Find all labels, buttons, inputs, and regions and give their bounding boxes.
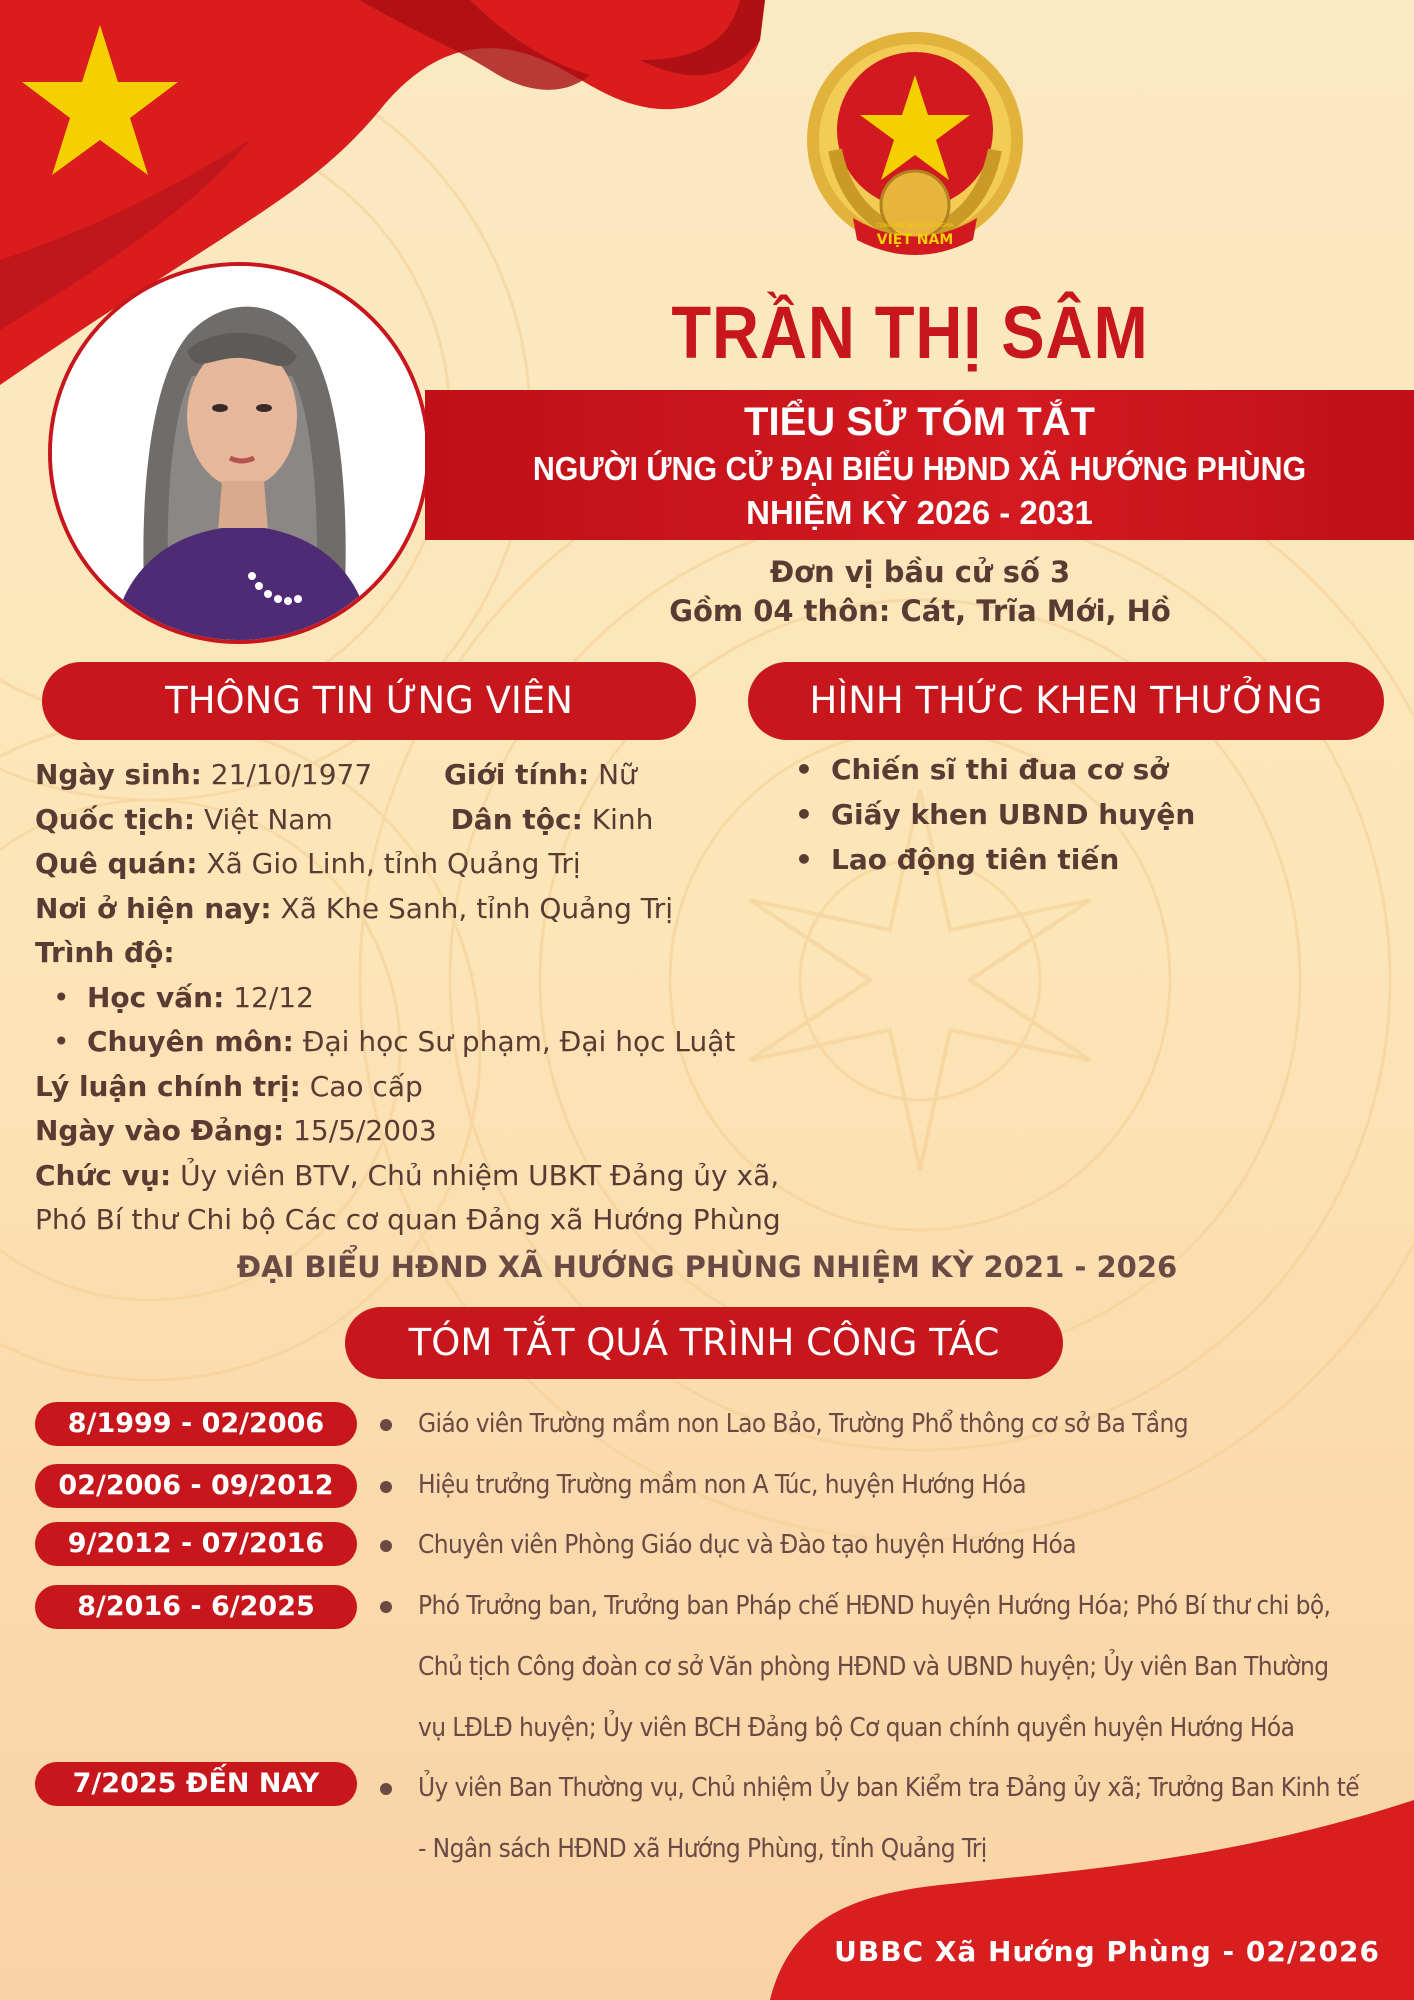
career-period: 02/2006 - 09/2012 bbox=[35, 1464, 357, 1508]
education-label: Trình độ: bbox=[35, 936, 175, 969]
residence-value: Xã Khe Sanh, tỉnh Quảng Trị bbox=[280, 891, 674, 925]
nationality-value: Việt Nam bbox=[203, 802, 333, 836]
dob-label: Ngày sinh: bbox=[35, 758, 202, 791]
hometown-label: Quê quán: bbox=[35, 847, 198, 880]
electoral-unit: Đơn vị bầu cử số 3 bbox=[769, 555, 1071, 589]
career-description bbox=[418, 1576, 1398, 1759]
awards-list bbox=[795, 747, 1195, 882]
info-row-position bbox=[35, 1154, 781, 1199]
career-period: 8/1999 - 02/2006 bbox=[35, 1402, 357, 1446]
general-education-label: Học vấn: bbox=[87, 980, 225, 1014]
hometown-value: Xã Gio Linh, tỉnh Quảng Trị bbox=[206, 847, 581, 880]
political-label: Lý luận chính trị: bbox=[35, 1069, 301, 1103]
info-row-party-date bbox=[35, 1109, 781, 1154]
info-row-political bbox=[35, 1065, 781, 1110]
previous-delegate-term: ĐẠI BIỂU HĐND XÃ HƯỚNG PHÙNG NHIỆM KỲ 2021 - 2026 bbox=[236, 1250, 1178, 1284]
banner-term: NHIỆM KỲ 2026 - 2031 bbox=[746, 494, 1093, 531]
bullet-dot-icon bbox=[380, 1419, 392, 1431]
career-line: Chủ tịch Công đoàn cơ sở Văn phòng HĐND và UBND huyện; Ủy viên Ban Thường bbox=[418, 1652, 1329, 1682]
candidate-photo bbox=[48, 262, 430, 644]
career-line: Giáo viên Trường mầm non Lao Bảo, Trường Phổ thông cơ sở Ba Tầng bbox=[418, 1409, 1188, 1439]
nationality-label: Quốc tịch: bbox=[35, 802, 196, 836]
info-row-general-education bbox=[35, 976, 781, 1021]
career-heading: TÓM TẮT QUÁ TRÌNH CÔNG TÁC bbox=[345, 1307, 1063, 1379]
career-period: 9/2012 - 07/2016 bbox=[35, 1522, 357, 1566]
gender-label: Giới tính: bbox=[443, 758, 590, 791]
general-education-value: 12/12 bbox=[233, 980, 314, 1014]
party-date-label: Ngày vào Đảng: bbox=[35, 1114, 285, 1147]
national-emblem bbox=[795, 30, 1035, 275]
info-row-hometown bbox=[35, 842, 781, 887]
career-description bbox=[418, 1515, 1398, 1576]
career-period: 8/2016 - 6/2025 bbox=[35, 1585, 357, 1629]
career-line: Chuyên viên Phòng Giáo dục và Đào tạo huyện Hướng Hóa bbox=[418, 1530, 1076, 1560]
candidate-name: TRẦN THỊ SÂM bbox=[671, 291, 1149, 374]
candidate-info bbox=[35, 753, 781, 1243]
banner-title: TIỂU SỬ TÓM TẮT bbox=[744, 400, 1095, 444]
info-row-dob-gender bbox=[35, 753, 781, 798]
political-value: Cao cấp bbox=[309, 1069, 423, 1103]
bullet-dot-icon bbox=[380, 1540, 392, 1552]
career-line: Phó Trưởng ban, Trưởng ban Pháp chế HĐND huyện Hướng Hóa; Phó Bí thư chi bộ, bbox=[418, 1591, 1331, 1621]
awards-heading: HÌNH THỨC KHEN THƯỞNG bbox=[748, 662, 1384, 740]
career-description bbox=[418, 1455, 1398, 1516]
career-line: vụ LĐLĐ huyện; Ủy viên BCH Đảng bộ Cơ quan chính quyền huyện Hướng Hóa bbox=[418, 1713, 1295, 1743]
position-label: Chức vụ: bbox=[35, 1158, 172, 1192]
position-value: Ủy viên BTV, Chủ nhiệm UBKT Đảng ủy xã, bbox=[180, 1158, 780, 1192]
ethnicity-value: Kinh bbox=[591, 802, 654, 836]
career-description bbox=[418, 1394, 1398, 1455]
party-date-value: 15/5/2003 bbox=[293, 1114, 437, 1147]
candidate-info-heading: THÔNG TIN ỨNG VIÊN bbox=[42, 662, 696, 740]
emblem-text: VIỆT NAM bbox=[876, 232, 954, 248]
footer-text: UBBC Xã Hướng Phùng - 02/2026 bbox=[834, 1935, 1380, 1968]
position-value-line2: Phó Bí thư Chi bộ Các cơ quan Đảng xã Hướng Phùng bbox=[35, 1203, 781, 1236]
career-line: Ủy viên Ban Thường vụ, Chủ nhiệm Ủy ban Kiểm tra Đảng ủy xã; Trưởng Ban Kinh tế bbox=[418, 1773, 1360, 1803]
electoral-villages: Gồm 04 thôn: Cát, Trĩa Mới, Hồ bbox=[669, 594, 1171, 628]
major-label: Chuyên môn: bbox=[87, 1025, 294, 1058]
major-value: Đại học Sư phạm, Đại học Luật bbox=[302, 1025, 736, 1058]
dob-value: 21/10/1977 bbox=[210, 758, 373, 791]
info-row-education bbox=[35, 931, 781, 976]
info-row-major bbox=[35, 1020, 781, 1065]
residence-label: Nơi ở hiện nay: bbox=[35, 891, 272, 925]
career-line: - Ngân sách HĐND xã Hướng Phùng, tỉnh Quảng Trị bbox=[418, 1834, 987, 1864]
award-item: • Chiến sĩ thi đua cơ sở bbox=[795, 747, 1195, 792]
award-item: • Giấy khen UBND huyện bbox=[795, 792, 1195, 837]
career-line: Hiệu trưởng Trường mầm non A Túc, huyện Hướng Hóa bbox=[418, 1470, 1026, 1500]
footer-wave bbox=[0, 1800, 1414, 2000]
info-row-nationality-ethnicity bbox=[35, 798, 781, 843]
gender-value: Nữ bbox=[598, 758, 637, 791]
banner-subtitle: NGƯỜI ỨNG CỬ ĐẠI BIỂU HĐND XÃ HƯỚNG PHÙNG bbox=[532, 450, 1307, 487]
career-period: 7/2025 ĐẾN NAY bbox=[35, 1762, 357, 1806]
award-item: • Lao động tiên tiến bbox=[795, 837, 1195, 882]
bullet-dot-icon bbox=[380, 1481, 392, 1493]
bullet-dot-icon bbox=[380, 1783, 392, 1795]
info-row-position-cont bbox=[35, 1198, 781, 1243]
info-row-residence bbox=[35, 887, 781, 932]
ethnicity-label: Dân tộc: bbox=[450, 802, 583, 836]
title-banner bbox=[425, 390, 1414, 540]
bullet-dot-icon bbox=[380, 1601, 392, 1613]
emblem-subtext: CỘNG HÒA XÃ HỘI CHỦ NGHĨA bbox=[876, 223, 954, 229]
